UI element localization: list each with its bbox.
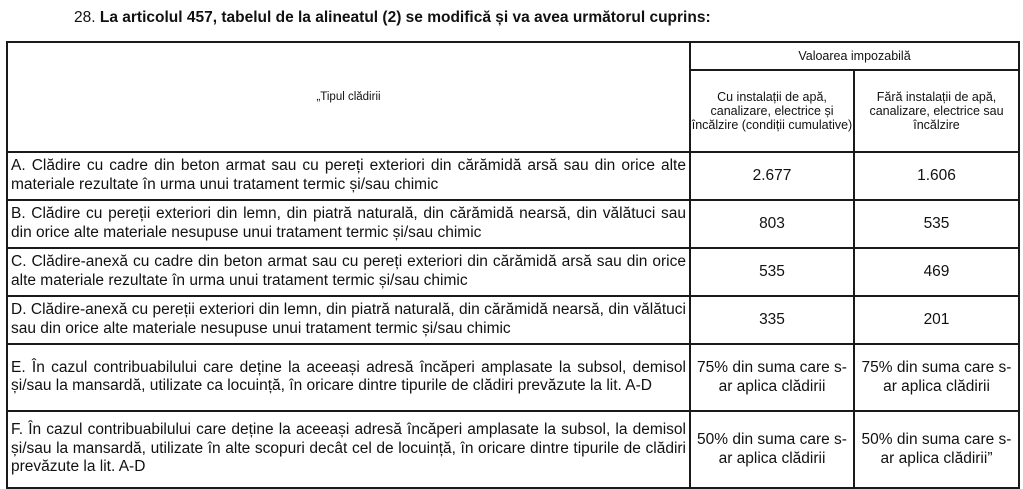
row-value-with-utilities: 50% din suma care s-ar aplica clădirii <box>690 411 854 488</box>
table-row <box>7 200 1019 248</box>
row-value-without-utilities: 201 <box>854 296 1019 344</box>
row-value-without-utilities: 50% din suma care s-ar aplica clădirii” <box>854 411 1019 488</box>
table-row <box>7 411 1019 488</box>
table-row <box>7 296 1019 344</box>
table-row <box>7 152 1019 200</box>
without-utilities-header: Fără instalații de apă, canalizare, electrice sau încălzire <box>854 70 1019 152</box>
row-value-without-utilities: 535 <box>854 200 1019 248</box>
row-description: F. În cazul contribuabilului care deține la aceeași adresă încăperi amplasate la subsol, la demisol și/sau la mansardă, utilizate în alte scopuri decât cel de locuință, în oricare dintre tipurile de clădiri prevăzute la lit. A-D <box>7 411 690 488</box>
amendment-text: La articolul 457, tabelul de la alineatul (2) se modifică și va avea următorul cuprins: <box>99 9 711 26</box>
amendment-heading <box>74 9 711 27</box>
with-utilities-header: Cu instalații de apă, canalizare, electrice și încălzire (condiții cumulative) <box>690 70 854 152</box>
row-value-without-utilities: 469 <box>854 248 1019 296</box>
row-value-without-utilities: 1.606 <box>854 152 1019 200</box>
row-description: C. Clădire-anexă cu cadre din beton armat sau cu pereți exteriori din cărămidă arsă sau din orice alte materiale rezultate în urma unui tratament termic și/sau chimic <box>7 248 690 296</box>
taxable-value-header: Valoarea impozabilă <box>690 42 1019 70</box>
building-type-header: „Tipul clădirii <box>7 42 690 152</box>
row-description: A. Clădire cu cadre din beton armat sau cu pereți exteriori din cărămidă arsă sau din orice alte materiale rezultate în urma unui tratament termic și/sau chimic <box>7 152 690 200</box>
row-value-with-utilities: 535 <box>690 248 854 296</box>
row-description: B. Clădire cu pereții exteriori din lemn, din piatră naturală, din cărămidă nearsă, din vălătuci sau din orice alte materiale nesupuse unui tratament termic și/sau chimic <box>7 200 690 248</box>
table-row <box>7 344 1019 411</box>
row-value-with-utilities: 2.677 <box>690 152 854 200</box>
table-row <box>7 248 1019 296</box>
row-value-with-utilities: 335 <box>690 296 854 344</box>
taxable-value-table <box>6 41 1020 489</box>
row-description: E. În cazul contribuabilului care deține la aceeași adresă încăperi amplasate la subsol, demisol și/sau la mansardă, utilizate ca locuință, în oricare dintre tipurile de clădiri prevăzute la lit. A-D <box>7 344 690 411</box>
header-row <box>7 42 1019 70</box>
row-value-without-utilities: 75% din suma care s-ar aplica clădirii <box>854 344 1019 411</box>
row-description: D. Clădire-anexă cu pereții exteriori din lemn, din piatră naturală, din cărămidă nearsă, din vălătuci sau din orice alte materiale nesupuse unui tratament termic și/sau chimic <box>7 296 690 344</box>
amendment-number: 28. <box>74 9 96 26</box>
row-value-with-utilities: 75% din suma care s-ar aplica clădirii <box>690 344 854 411</box>
row-value-with-utilities: 803 <box>690 200 854 248</box>
